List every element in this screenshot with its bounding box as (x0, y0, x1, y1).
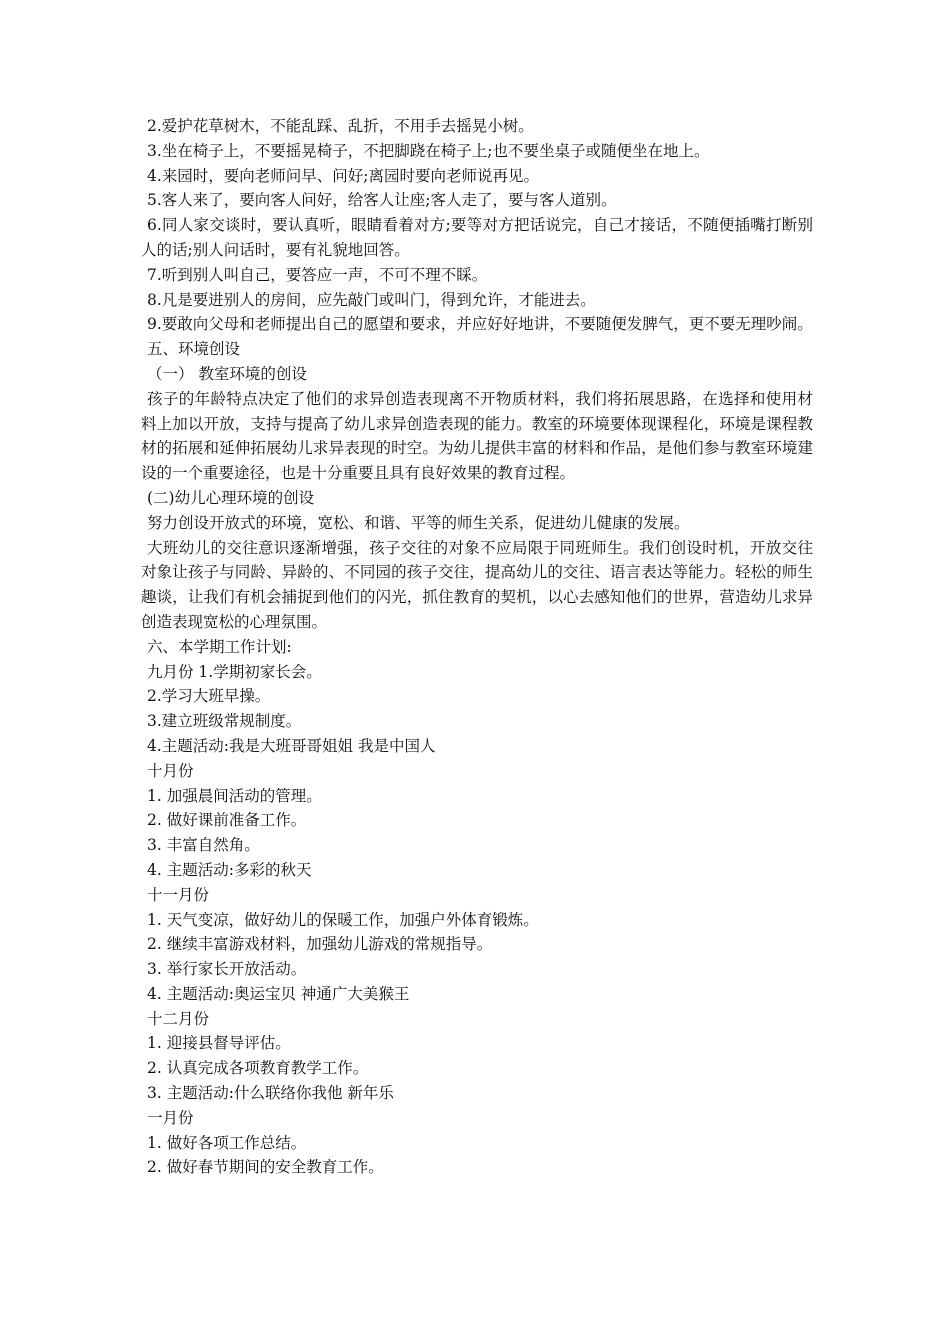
rule-item-4: 4.来园时，要向老师问早、问好;离园时要向老师说再见。 (147, 166, 540, 185)
document-body (141, 114, 813, 1180)
subsection-heading-classroom: （一） 教室环境的创设 (147, 364, 307, 383)
paragraph-open-environment: 努力创设开放式的环境，宽松、和谐、平等的师生关系，促进幼儿健康的发展。 (147, 513, 690, 532)
rule-item-8: 8.凡是要进别人的房间，应先敲门或叫门，得到允许，才能进去。 (147, 290, 596, 309)
rule-item-2: 2.爱护花草树木，不能乱踩、乱折，不用手去摇晃小树。 (147, 117, 534, 135)
plan-september-item-3: 3.建立班级常规制度。 (147, 712, 302, 731)
plan-january-item-1: 1. 做好各项工作总结。 (147, 1133, 307, 1152)
plan-december-item-1: 1. 迎接县督导评估。 (147, 1034, 291, 1053)
plan-december-item-2: 2. 认真完成各项教育教学工作。 (147, 1059, 369, 1078)
plan-october-item-3: 3. 丰富自然角。 (147, 836, 260, 855)
plan-september-item-2: 2.学习大班早操。 (147, 687, 271, 706)
rule-item-7: 7.听到别人叫自己，要答应一声，不可不理不睬。 (147, 265, 488, 284)
rule-item-6: 6.同人家交谈时，要认真听，眼睛看着对方;要等对方把话说完，自己才接话，不随便插嘴打断别人的话;别人问话时，要有礼貌地回答。 (141, 216, 813, 259)
plan-september-item-1: 九月份 1.学期初家长会。 (147, 662, 322, 681)
subsection-heading-psychology: (二)幼儿心理环境的创设 (147, 488, 315, 507)
section-heading-6: 六、本学期工作计划: (147, 637, 292, 656)
plan-december-item-3: 3. 主题活动:什么联络你我他 新年乐 (147, 1084, 394, 1103)
month-heading-november: 十一月份 (147, 885, 210, 904)
rule-item-3: 3.坐在椅子上，不要摇晃椅子，不把脚跷在椅子上;也不要坐桌子或随便坐在地上。 (147, 141, 710, 160)
plan-september-item-4: 4.主题活动:我是大班哥哥姐姐 我是中国人 (147, 736, 436, 755)
rule-item-9: 9.要敢向父母和老师提出自己的愿望和要求，并应好好地讲，不要随便发脾气，更不要无理吵闹。 (147, 315, 813, 334)
month-heading-october: 十月份 (147, 761, 194, 780)
paragraph-social-interaction: 大班幼儿的交往意识逐渐增强，孩子交往的对象不应局限于同班师生。我们创设时机，开放交往对象让孩子与同龄、异龄的、不同园的孩子交往，提高幼儿的交往、语言表达等能力。轻松的师生趣谈，让我们有机会捕捉到他们的闪光，抓住教育的契机，以心去感知他们的世界，营造幼儿求异创造表现宽松的心理氛围。 (141, 538, 813, 631)
plan-october-item-2: 2. 做好课前准备工作。 (147, 811, 307, 830)
rule-item-5: 5.客人来了，要向客人问好，给客人让座;客人走了，要与客人道别。 (147, 191, 617, 210)
month-heading-december: 十二月份 (147, 1009, 210, 1028)
plan-november-item-2: 2. 继续丰富游戏材料，加强幼儿游戏的常规指导。 (147, 935, 493, 954)
month-heading-january: 一月份 (147, 1108, 194, 1127)
plan-january-item-2: 2. 做好春节期间的安全教育工作。 (147, 1158, 384, 1177)
plan-november-item-1: 1. 天气变凉，做好幼儿的保暖工作，加强户外体育锻炼。 (147, 910, 539, 929)
plan-october-item-4: 4. 主题活动:多彩的秋天 (147, 860, 312, 879)
section-heading-5: 五、环境创设 (147, 340, 241, 359)
plan-november-item-4: 4. 主题活动:奥运宝贝 神通广大美猴王 (147, 984, 410, 1003)
paragraph-classroom-environment: 孩子的年龄特点决定了他们的求异创造表现离不开物质材料，我们将拓展思路，在选择和使用材料上加以开放，支持与提高了幼儿求异创造表现的能力。教室的环境要体现课程化，环境是课程教材的拓展和延伸拓展幼儿求异表现的时空。为幼儿提供丰富的材料和作品，是他们参与教室环境建设的一个重要途径，也是十分重要且具有良好效果的教育过程。 (141, 389, 813, 483)
plan-october-item-1: 1. 加强晨间活动的管理。 (147, 786, 322, 805)
plan-november-item-3: 3. 举行家长开放活动。 (147, 960, 307, 979)
